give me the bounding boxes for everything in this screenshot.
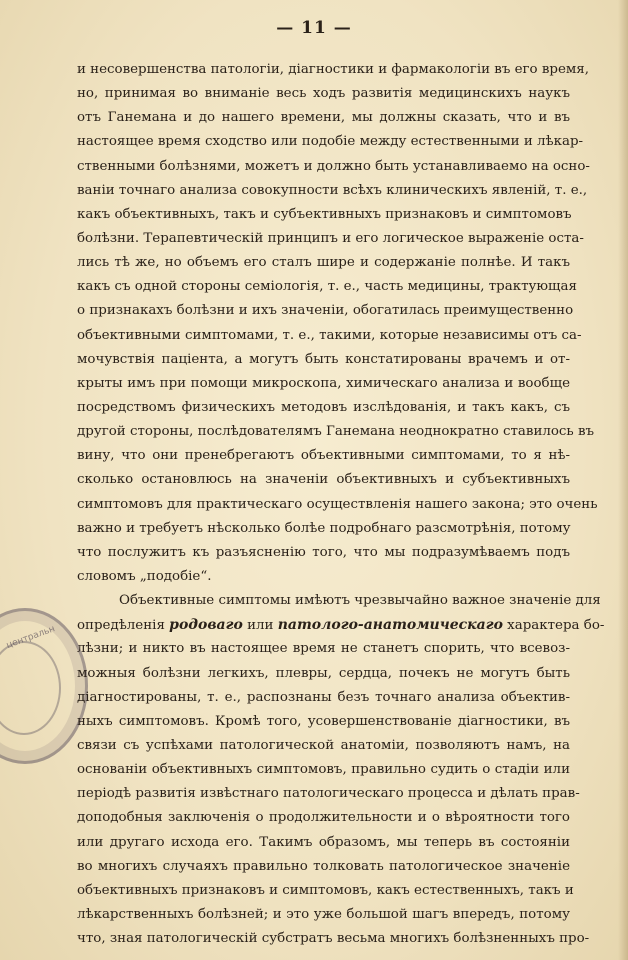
text-line: симптомовъ для практическаго осуществленія нашего закона; это очень [77,496,598,512]
text-line: крыты имъ при помощи микроскопа, химическаго анализа и вообще [77,375,570,391]
text-line: лѣкарственныхъ болѣзней; и это уже большой шагъ впередъ, потому [77,906,570,922]
text-line: отъ Ганемана и до нашего времени, мы должны сказать, что и въ [77,110,570,126]
text-line: посредствомъ физическихъ методовъ изслѣдованія, и такъ какъ, съ [77,399,570,415]
page-number: — 11 — [276,18,352,38]
library-stamp [0,608,88,764]
page-edge-shadow [618,0,628,960]
text-line: лись тѣ же, но объемъ его сталъ шире и содержаніе полнѣе. И такъ [77,255,570,271]
body-text [77,58,605,951]
text-line: или другаго исхода его. Такимъ образомъ, мы теперь въ состояніи [77,834,570,850]
text-line: Объективные симптомы имѣютъ чрезвычайно важное значеніе для [119,593,601,609]
text-line: діагностированы, т. е., распознаны безъ точнаго анализа объектив- [77,689,570,705]
text-line: основаніи объективныхъ симптомовъ, правильно судить о стадіи или [77,762,570,778]
text-line: что послужитъ къ разъясненію того, что мы подразумѣваемъ подъ [77,544,570,560]
text-line: словомъ „подобіе“. [77,568,212,584]
text-line: другой стороны, послѣдователямъ Ганемана неоднократно ставилось въ [77,424,595,440]
text-line: ваніи точнаго анализа совокупности всѣхъ клиническихъ явленій, т. е., [77,182,588,198]
text-line: доподобныя заключенія о продолжительности и о вѣроятности того [77,810,570,826]
text-line: мочувствія паціента, а могутъ быть констатированы врачемъ и от- [77,351,570,367]
text-line: объективныхъ признаковъ и симптомовъ, какъ естественныхъ, такъ и [77,882,574,898]
stamp-text: центральн [5,624,57,651]
text-line: лѣзни; и никто въ настоящее время не станетъ спорить, что всевоз- [77,641,570,657]
text-line: во многихъ случаяхъ правильно толковать патологическое значеніе [77,858,570,874]
text-line: опредѣленія родоваго или патолого-анатомическаго характера бо- [77,617,605,634]
emphasized-term: родоваго [169,617,243,634]
text-line: связи съ успѣхами патологической анатоміи, позволяютъ намъ, на [77,737,570,753]
text-line: что, зная патологическій субстратъ весьма многихъ болѣзненныхъ про- [77,931,590,947]
emphasized-term: патолого-анатомическаго [277,617,503,634]
text-line: вину, что они пренебрегаютъ объективными симптомами, то я нѣ- [77,448,570,464]
text-line: но, принимая во вниманіе весь ходъ развитія медицинскихъ наукъ [77,86,570,102]
text-line: болѣзни. Терапевтическій принципъ и его логическое выраженіе оста- [77,230,584,246]
text-line: важно и требуетъ нѣсколько болѣе подробнаго разсмотрѣнія, потому [77,520,571,536]
text-line: и несовершенства патологіи, діагностики и фармакологіи въ его время, [77,62,590,77]
text-line: объективными симптомами, т. е., такими, которые независимы отъ са- [77,327,582,343]
text-line: настоящее время сходство или подобіе между естественными и лѣкар- [77,134,584,150]
text-line: какъ съ одной стороны семіологія, т. е., часть медицины, трактующая [77,279,577,295]
text-line: ныхъ симптомовъ. Кромѣ того, усовершенствованіе діагностики, въ [77,713,570,729]
text-line: періодѣ развитія извѣстнаго патологическаго процесса и дѣлать прав- [77,786,580,802]
text-line: о признакахъ болѣзни и ихъ значеніи, обогатилась преимущественно [77,303,574,319]
text-line: ственными болѣзнями, можетъ и должно быть устанавливаемо на осно- [77,158,590,174]
text-line: можныя болѣзни легкихъ, плевры, сердца, почекъ не могутъ быть [77,665,570,681]
text-line: какъ объективныхъ, такъ и субъективныхъ признаковъ и симптомовъ [77,206,572,222]
text-line: сколько остановлюсь на значеніи объективныхъ и субъективныхъ [77,472,570,488]
